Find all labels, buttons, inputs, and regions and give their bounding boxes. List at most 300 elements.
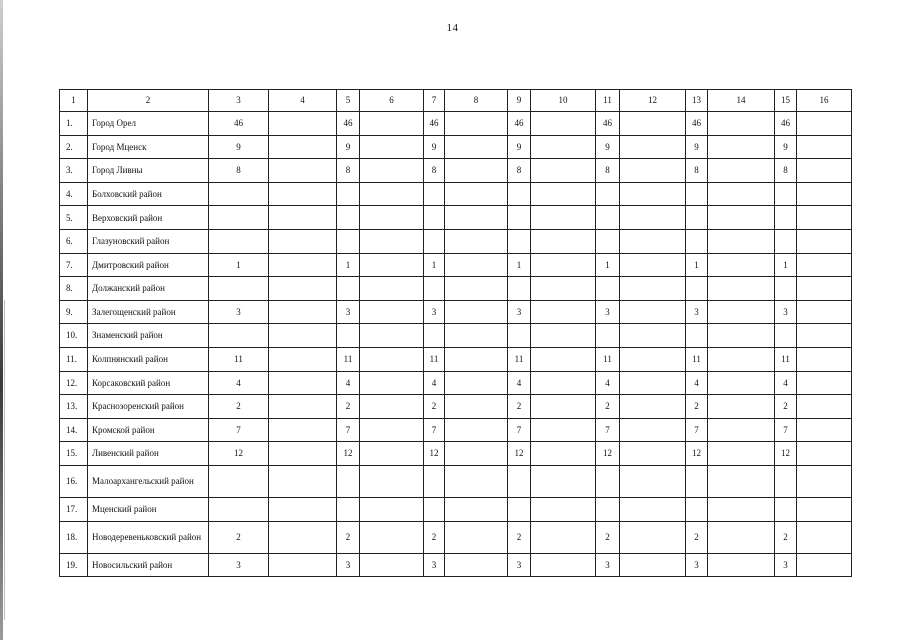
value-cell xyxy=(797,418,852,442)
table-row xyxy=(60,182,852,206)
row-number: 8. xyxy=(60,277,88,301)
value-cell xyxy=(445,442,508,466)
row-number: 11. xyxy=(60,347,88,371)
value-cell xyxy=(445,395,508,419)
row-name: Колпнянский район xyxy=(88,347,209,371)
value-cell xyxy=(775,229,797,253)
row-number: 18. xyxy=(60,521,88,553)
value-cell: 11 xyxy=(508,347,531,371)
value-cell xyxy=(269,395,337,419)
value-cell xyxy=(445,253,508,277)
value-cell xyxy=(531,442,596,466)
value-cell xyxy=(708,442,775,466)
value-cell xyxy=(775,465,797,497)
value-cell xyxy=(445,371,508,395)
value-cell xyxy=(269,497,337,521)
row-number: 7. xyxy=(60,253,88,277)
header-cell: 9 xyxy=(508,90,531,112)
value-cell xyxy=(508,277,531,301)
value-cell xyxy=(620,371,686,395)
table-row xyxy=(60,371,852,395)
table-row xyxy=(60,497,852,521)
value-cell xyxy=(620,395,686,419)
value-cell xyxy=(620,112,686,136)
row-name: Ливенский район xyxy=(88,442,209,466)
header-cell: 14 xyxy=(708,90,775,112)
value-cell: 3 xyxy=(596,300,620,324)
value-cell xyxy=(445,182,508,206)
value-cell xyxy=(508,497,531,521)
value-cell xyxy=(708,229,775,253)
value-cell xyxy=(269,347,337,371)
value-cell xyxy=(269,229,337,253)
value-cell: 4 xyxy=(686,371,708,395)
value-cell xyxy=(445,418,508,442)
value-cell xyxy=(209,324,269,348)
value-cell: 9 xyxy=(686,135,708,159)
value-cell xyxy=(797,553,852,577)
value-cell xyxy=(424,206,445,230)
value-cell xyxy=(531,465,596,497)
value-cell xyxy=(360,371,424,395)
row-name: Дмитровский район xyxy=(88,253,209,277)
row-name: Новосильский район xyxy=(88,553,209,577)
value-cell xyxy=(708,300,775,324)
value-cell xyxy=(445,277,508,301)
value-cell xyxy=(708,112,775,136)
value-cell xyxy=(337,497,360,521)
value-cell: 7 xyxy=(508,418,531,442)
value-cell xyxy=(708,418,775,442)
header-cell: 16 xyxy=(797,90,852,112)
value-cell xyxy=(686,465,708,497)
value-cell xyxy=(620,465,686,497)
header-cell: 13 xyxy=(686,90,708,112)
value-cell xyxy=(424,277,445,301)
value-cell xyxy=(708,324,775,348)
row-name: Кромской район xyxy=(88,418,209,442)
value-cell xyxy=(797,371,852,395)
value-cell xyxy=(531,553,596,577)
value-cell xyxy=(620,497,686,521)
value-cell: 7 xyxy=(686,418,708,442)
scan-edge-line xyxy=(4,300,5,620)
row-name: Должанский район xyxy=(88,277,209,301)
value-cell: 2 xyxy=(508,521,531,553)
value-cell xyxy=(445,521,508,553)
value-cell: 8 xyxy=(424,159,445,183)
scan-edge xyxy=(0,0,3,640)
value-cell xyxy=(708,253,775,277)
table-row xyxy=(60,324,852,348)
value-cell: 2 xyxy=(775,395,797,419)
value-cell xyxy=(531,277,596,301)
value-cell: 11 xyxy=(424,347,445,371)
value-cell xyxy=(424,465,445,497)
value-cell: 3 xyxy=(209,553,269,577)
value-cell xyxy=(620,553,686,577)
value-cell xyxy=(445,497,508,521)
row-number: 14. xyxy=(60,418,88,442)
value-cell: 46 xyxy=(775,112,797,136)
value-cell xyxy=(360,324,424,348)
value-cell: 3 xyxy=(424,300,445,324)
value-cell xyxy=(797,229,852,253)
value-cell: 3 xyxy=(686,300,708,324)
row-number: 5. xyxy=(60,206,88,230)
value-cell: 12 xyxy=(775,442,797,466)
table-row xyxy=(60,112,852,136)
value-cell xyxy=(209,182,269,206)
value-cell xyxy=(508,465,531,497)
header-cell: 12 xyxy=(620,90,686,112)
value-cell xyxy=(360,497,424,521)
value-cell: 46 xyxy=(337,112,360,136)
value-cell: 1 xyxy=(508,253,531,277)
value-cell: 11 xyxy=(775,347,797,371)
value-cell: 1 xyxy=(596,253,620,277)
row-number: 13. xyxy=(60,395,88,419)
value-cell: 2 xyxy=(209,395,269,419)
value-cell: 8 xyxy=(596,159,620,183)
value-cell xyxy=(209,465,269,497)
table-row xyxy=(60,253,852,277)
value-cell: 8 xyxy=(209,159,269,183)
value-cell xyxy=(531,135,596,159)
value-cell xyxy=(360,300,424,324)
value-cell xyxy=(797,324,852,348)
row-name: Город Мценск xyxy=(88,135,209,159)
row-number: 12. xyxy=(60,371,88,395)
value-cell xyxy=(508,324,531,348)
value-cell xyxy=(269,300,337,324)
value-cell xyxy=(775,182,797,206)
value-cell: 1 xyxy=(424,253,445,277)
value-cell: 1 xyxy=(775,253,797,277)
value-cell xyxy=(269,182,337,206)
value-cell xyxy=(337,206,360,230)
value-cell: 9 xyxy=(424,135,445,159)
value-cell: 2 xyxy=(337,395,360,419)
value-cell: 4 xyxy=(775,371,797,395)
value-cell xyxy=(269,253,337,277)
value-cell: 2 xyxy=(596,395,620,419)
table-row xyxy=(60,300,852,324)
value-cell xyxy=(531,324,596,348)
value-cell xyxy=(620,418,686,442)
value-cell xyxy=(775,277,797,301)
value-cell: 2 xyxy=(775,521,797,553)
value-cell xyxy=(620,300,686,324)
header-cell: 5 xyxy=(337,90,360,112)
value-cell xyxy=(445,112,508,136)
value-cell: 9 xyxy=(209,135,269,159)
value-cell: 3 xyxy=(775,300,797,324)
value-cell xyxy=(596,229,620,253)
value-cell xyxy=(531,229,596,253)
value-cell xyxy=(337,229,360,253)
header-cell: 6 xyxy=(360,90,424,112)
value-cell xyxy=(620,521,686,553)
value-cell: 4 xyxy=(424,371,445,395)
value-cell xyxy=(775,206,797,230)
value-cell: 9 xyxy=(775,135,797,159)
value-cell: 2 xyxy=(424,395,445,419)
row-number: 1. xyxy=(60,112,88,136)
header-cell: 2 xyxy=(88,90,209,112)
value-cell xyxy=(269,553,337,577)
value-cell: 3 xyxy=(596,553,620,577)
value-cell xyxy=(424,324,445,348)
value-cell xyxy=(620,159,686,183)
value-cell xyxy=(686,229,708,253)
table-row xyxy=(60,521,852,553)
value-cell xyxy=(686,324,708,348)
value-cell: 46 xyxy=(596,112,620,136)
row-name: Корсаковский район xyxy=(88,371,209,395)
value-cell xyxy=(775,324,797,348)
value-cell xyxy=(708,553,775,577)
value-cell xyxy=(797,442,852,466)
value-cell xyxy=(797,395,852,419)
value-cell: 2 xyxy=(686,521,708,553)
value-cell: 12 xyxy=(686,442,708,466)
value-cell xyxy=(360,159,424,183)
value-cell xyxy=(424,497,445,521)
value-cell xyxy=(209,206,269,230)
row-name: Город Орел xyxy=(88,112,209,136)
value-cell xyxy=(337,324,360,348)
value-cell: 46 xyxy=(686,112,708,136)
value-cell xyxy=(797,300,852,324)
value-cell xyxy=(269,112,337,136)
value-cell xyxy=(620,442,686,466)
row-name: Глазуновский район xyxy=(88,229,209,253)
value-cell xyxy=(445,324,508,348)
value-cell xyxy=(360,253,424,277)
value-cell: 11 xyxy=(337,347,360,371)
value-cell xyxy=(360,277,424,301)
value-cell: 11 xyxy=(596,347,620,371)
value-cell xyxy=(686,277,708,301)
value-cell: 3 xyxy=(337,553,360,577)
value-cell xyxy=(531,159,596,183)
value-cell: 7 xyxy=(337,418,360,442)
value-cell xyxy=(531,206,596,230)
value-cell xyxy=(797,135,852,159)
value-cell xyxy=(360,442,424,466)
value-cell: 4 xyxy=(508,371,531,395)
value-cell: 8 xyxy=(686,159,708,183)
value-cell: 46 xyxy=(209,112,269,136)
value-cell xyxy=(360,395,424,419)
value-cell xyxy=(620,182,686,206)
value-cell xyxy=(797,159,852,183)
header-cell: 11 xyxy=(596,90,620,112)
value-cell xyxy=(708,521,775,553)
value-cell xyxy=(360,206,424,230)
value-cell xyxy=(708,135,775,159)
row-number: 6. xyxy=(60,229,88,253)
value-cell: 1 xyxy=(209,253,269,277)
value-cell xyxy=(508,229,531,253)
row-name: Краснозоренский район xyxy=(88,395,209,419)
row-number: 15. xyxy=(60,442,88,466)
value-cell xyxy=(531,112,596,136)
table-row xyxy=(60,553,852,577)
value-cell xyxy=(797,465,852,497)
header-cell: 15 xyxy=(775,90,797,112)
value-cell: 2 xyxy=(209,521,269,553)
row-number: 4. xyxy=(60,182,88,206)
row-name: Малоархангельский район xyxy=(88,465,209,497)
value-cell: 11 xyxy=(686,347,708,371)
value-cell xyxy=(269,371,337,395)
value-cell xyxy=(797,347,852,371)
header-cell: 8 xyxy=(445,90,508,112)
value-cell: 1 xyxy=(686,253,708,277)
value-cell: 2 xyxy=(596,521,620,553)
value-cell xyxy=(708,206,775,230)
page-number: 14 xyxy=(446,22,459,34)
value-cell: 46 xyxy=(508,112,531,136)
value-cell: 3 xyxy=(508,553,531,577)
value-cell: 9 xyxy=(596,135,620,159)
value-cell xyxy=(596,277,620,301)
value-cell xyxy=(531,300,596,324)
value-cell: 8 xyxy=(508,159,531,183)
value-cell: 1 xyxy=(337,253,360,277)
value-cell xyxy=(797,277,852,301)
value-cell xyxy=(596,206,620,230)
value-cell xyxy=(360,521,424,553)
value-cell xyxy=(620,206,686,230)
value-cell xyxy=(445,229,508,253)
value-cell xyxy=(360,182,424,206)
value-cell xyxy=(596,497,620,521)
value-cell xyxy=(337,182,360,206)
value-cell: 9 xyxy=(508,135,531,159)
value-cell xyxy=(360,347,424,371)
table-row xyxy=(60,442,852,466)
value-cell xyxy=(445,300,508,324)
value-cell xyxy=(269,324,337,348)
value-cell: 7 xyxy=(424,418,445,442)
value-cell xyxy=(620,229,686,253)
row-name: Залегощенский район xyxy=(88,300,209,324)
row-name: Верховский район xyxy=(88,206,209,230)
value-cell xyxy=(620,135,686,159)
value-cell xyxy=(797,112,852,136)
value-cell xyxy=(708,497,775,521)
value-cell xyxy=(445,135,508,159)
value-cell xyxy=(209,229,269,253)
value-cell xyxy=(531,497,596,521)
value-cell xyxy=(620,253,686,277)
value-cell: 3 xyxy=(508,300,531,324)
header-cell: 3 xyxy=(209,90,269,112)
value-cell xyxy=(445,159,508,183)
value-cell xyxy=(269,465,337,497)
value-cell: 9 xyxy=(337,135,360,159)
value-cell: 46 xyxy=(424,112,445,136)
value-cell xyxy=(708,465,775,497)
value-cell xyxy=(209,277,269,301)
value-cell: 7 xyxy=(775,418,797,442)
value-cell xyxy=(445,347,508,371)
row-name: Новодеревеньковский район xyxy=(88,521,209,553)
row-name: Мценский район xyxy=(88,497,209,521)
table-row xyxy=(60,229,852,253)
row-number: 10. xyxy=(60,324,88,348)
value-cell xyxy=(360,418,424,442)
value-cell xyxy=(708,347,775,371)
value-cell xyxy=(620,324,686,348)
row-number: 17. xyxy=(60,497,88,521)
value-cell: 4 xyxy=(337,371,360,395)
value-cell xyxy=(531,395,596,419)
header-cell: 1 xyxy=(60,90,88,112)
value-cell: 4 xyxy=(596,371,620,395)
value-cell xyxy=(596,324,620,348)
value-cell: 3 xyxy=(424,553,445,577)
table-row xyxy=(60,347,852,371)
row-name: Болховский район xyxy=(88,182,209,206)
value-cell: 12 xyxy=(596,442,620,466)
value-cell xyxy=(797,182,852,206)
header-cell: 4 xyxy=(269,90,337,112)
value-cell xyxy=(360,229,424,253)
value-cell xyxy=(531,371,596,395)
value-cell xyxy=(337,277,360,301)
value-cell: 3 xyxy=(209,300,269,324)
value-cell xyxy=(209,497,269,521)
value-cell xyxy=(797,521,852,553)
value-cell xyxy=(531,253,596,277)
row-number: 3. xyxy=(60,159,88,183)
value-cell: 2 xyxy=(424,521,445,553)
value-cell: 7 xyxy=(209,418,269,442)
header-cell: 7 xyxy=(424,90,445,112)
value-cell xyxy=(708,371,775,395)
value-cell xyxy=(775,497,797,521)
value-cell xyxy=(360,465,424,497)
value-cell xyxy=(797,206,852,230)
table-row xyxy=(60,206,852,230)
value-cell xyxy=(269,206,337,230)
value-cell xyxy=(269,521,337,553)
row-number: 16. xyxy=(60,465,88,497)
value-cell xyxy=(596,182,620,206)
value-cell xyxy=(269,159,337,183)
value-cell xyxy=(424,182,445,206)
value-cell xyxy=(596,465,620,497)
value-cell xyxy=(269,442,337,466)
table-row xyxy=(60,465,852,497)
table-row xyxy=(60,418,852,442)
value-cell xyxy=(620,277,686,301)
value-cell xyxy=(708,395,775,419)
value-cell: 12 xyxy=(424,442,445,466)
value-cell xyxy=(360,112,424,136)
value-cell xyxy=(531,418,596,442)
header-cell: 10 xyxy=(531,90,596,112)
value-cell xyxy=(424,229,445,253)
value-cell xyxy=(531,182,596,206)
value-cell xyxy=(508,182,531,206)
value-cell: 12 xyxy=(337,442,360,466)
value-cell xyxy=(269,277,337,301)
